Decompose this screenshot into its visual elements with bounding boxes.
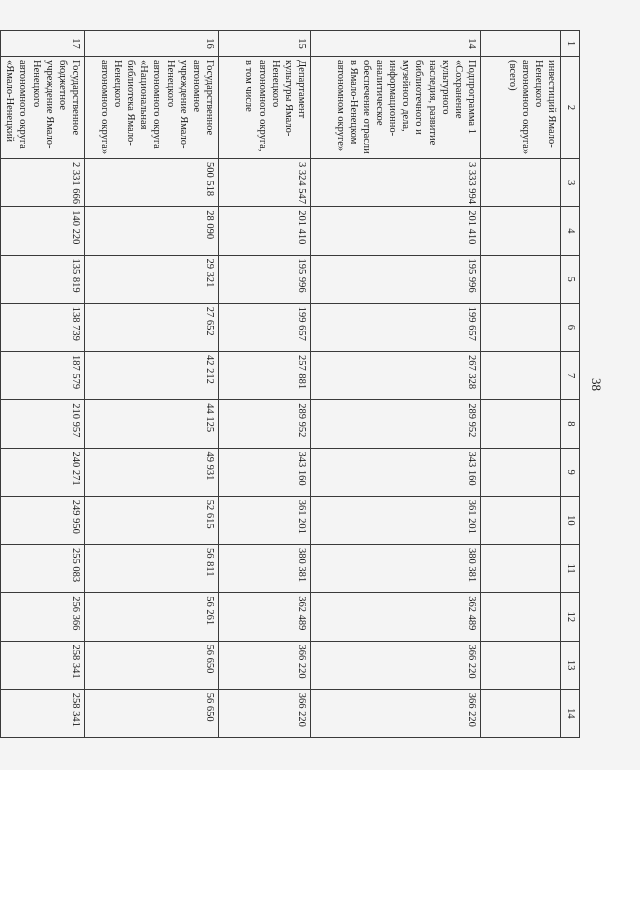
table-cell xyxy=(481,352,561,400)
table-cell xyxy=(481,545,561,593)
table-cell xyxy=(481,593,561,641)
table-cell: 258 341 xyxy=(1,641,85,689)
table-cell: 366 220 xyxy=(219,689,311,737)
table-cell: 500 518 xyxy=(85,159,219,207)
row-index: 17 xyxy=(1,31,85,57)
table-cell: 56 261 xyxy=(85,593,219,641)
table-cell: 257 881 xyxy=(219,352,311,400)
table-cell: 380 381 xyxy=(311,545,481,593)
table-cell: 28 090 xyxy=(85,207,219,255)
row-index: 14 xyxy=(311,31,481,57)
table-cell: 210 957 xyxy=(1,400,85,448)
page-number: 38 xyxy=(589,378,604,391)
table-cell: 240 271 xyxy=(1,448,85,496)
row-name: Департамент культуры Ямало-Ненецкого автономного округа, в том числе xyxy=(219,57,311,159)
column-header: 14 xyxy=(561,689,580,737)
table-cell: 366 220 xyxy=(219,641,311,689)
table-cell: 138 739 xyxy=(1,303,85,351)
page-margin xyxy=(0,770,640,905)
table-cell xyxy=(481,255,561,303)
table-cell: 289 952 xyxy=(219,400,311,448)
column-header: 5 xyxy=(561,255,580,303)
table-cell: 380 381 xyxy=(219,545,311,593)
table-cell xyxy=(481,207,561,255)
table-cell: 343 160 xyxy=(219,448,311,496)
table-cell: 199 657 xyxy=(219,303,311,351)
table-cell xyxy=(481,641,561,689)
table-cell: 362 489 xyxy=(311,593,481,641)
table-cell: 201 410 xyxy=(219,207,311,255)
row-name: Подпрограмма 1 «Сохранение культурного наследия, развитие библиотечного и музейного дела, информационно-аналитическое обеспечение отрасли в Ямало-Ненецком автономном округе» xyxy=(311,57,481,159)
table-row xyxy=(311,31,481,738)
table-cell: 255 083 xyxy=(1,545,85,593)
table-cell: 249 950 xyxy=(1,496,85,544)
column-header: 1 xyxy=(561,31,580,57)
table-cell: 361 201 xyxy=(311,496,481,544)
column-header: 12 xyxy=(561,593,580,641)
header-row xyxy=(561,31,580,738)
table-cell: 289 952 xyxy=(311,400,481,448)
table-cell xyxy=(481,159,561,207)
table-cell: 195 996 xyxy=(219,255,311,303)
table-cell xyxy=(481,303,561,351)
table-cell: 140 220 xyxy=(1,207,85,255)
table-cell: 366 220 xyxy=(311,641,481,689)
table-cell: 56 811 xyxy=(85,545,219,593)
column-header: 3 xyxy=(561,159,580,207)
table-cell: 29 321 xyxy=(85,255,219,303)
table-row xyxy=(481,31,561,738)
table-cell: 366 220 xyxy=(311,689,481,737)
table-cell: 2 331 666 xyxy=(1,159,85,207)
table-cell: 201 410 xyxy=(311,207,481,255)
table-cell: 42 212 xyxy=(85,352,219,400)
table-cell xyxy=(481,400,561,448)
table-cell: 56 650 xyxy=(85,689,219,737)
table-cell: 343 160 xyxy=(311,448,481,496)
column-header: 7 xyxy=(561,352,580,400)
column-header: 13 xyxy=(561,641,580,689)
table-cell: 56 650 xyxy=(85,641,219,689)
row-name: Государственное бюджетное учреждение Ямало-Ненецкого автономного округа «Ямало-Ненецкий xyxy=(1,57,85,159)
row-name: Государственное автономное учреждение Ямало-Ненецкого автономного округа «Национальная библиотека Ямало-Ненецкого автономного округа» xyxy=(85,57,219,159)
table-cell: 267 328 xyxy=(311,352,481,400)
table-row xyxy=(85,31,219,738)
table-row xyxy=(1,31,85,738)
table-cell: 3 333 994 xyxy=(311,159,481,207)
column-header: 4 xyxy=(561,207,580,255)
table-cell: 44 125 xyxy=(85,400,219,448)
table-cell: 258 341 xyxy=(1,689,85,737)
row-index: 16 xyxy=(85,31,219,57)
table-cell: 195 996 xyxy=(311,255,481,303)
rotated-table-container xyxy=(4,30,580,735)
budget-table xyxy=(0,30,580,738)
table-cell: 3 324 547 xyxy=(219,159,311,207)
table-cell: 362 489 xyxy=(219,593,311,641)
table-row xyxy=(219,31,311,738)
row-index xyxy=(481,31,561,57)
table-cell: 187 579 xyxy=(1,352,85,400)
table-cell: 135 819 xyxy=(1,255,85,303)
table-cell: 27 652 xyxy=(85,303,219,351)
table-cell xyxy=(481,496,561,544)
column-header: 10 xyxy=(561,496,580,544)
table-cell xyxy=(481,689,561,737)
column-header: 9 xyxy=(561,448,580,496)
column-header: 2 xyxy=(561,57,580,159)
table-cell: 361 201 xyxy=(219,496,311,544)
column-header: 8 xyxy=(561,400,580,448)
table-cell: 52 615 xyxy=(85,496,219,544)
table-cell: 199 657 xyxy=(311,303,481,351)
table-cell: 256 366 xyxy=(1,593,85,641)
row-name: инвестиций Ямало-Ненецкого автономного округа» (всего) xyxy=(481,57,561,159)
column-header: 6 xyxy=(561,303,580,351)
table-cell: 49 931 xyxy=(85,448,219,496)
row-index: 15 xyxy=(219,31,311,57)
column-header: 11 xyxy=(561,545,580,593)
table-cell xyxy=(481,448,561,496)
